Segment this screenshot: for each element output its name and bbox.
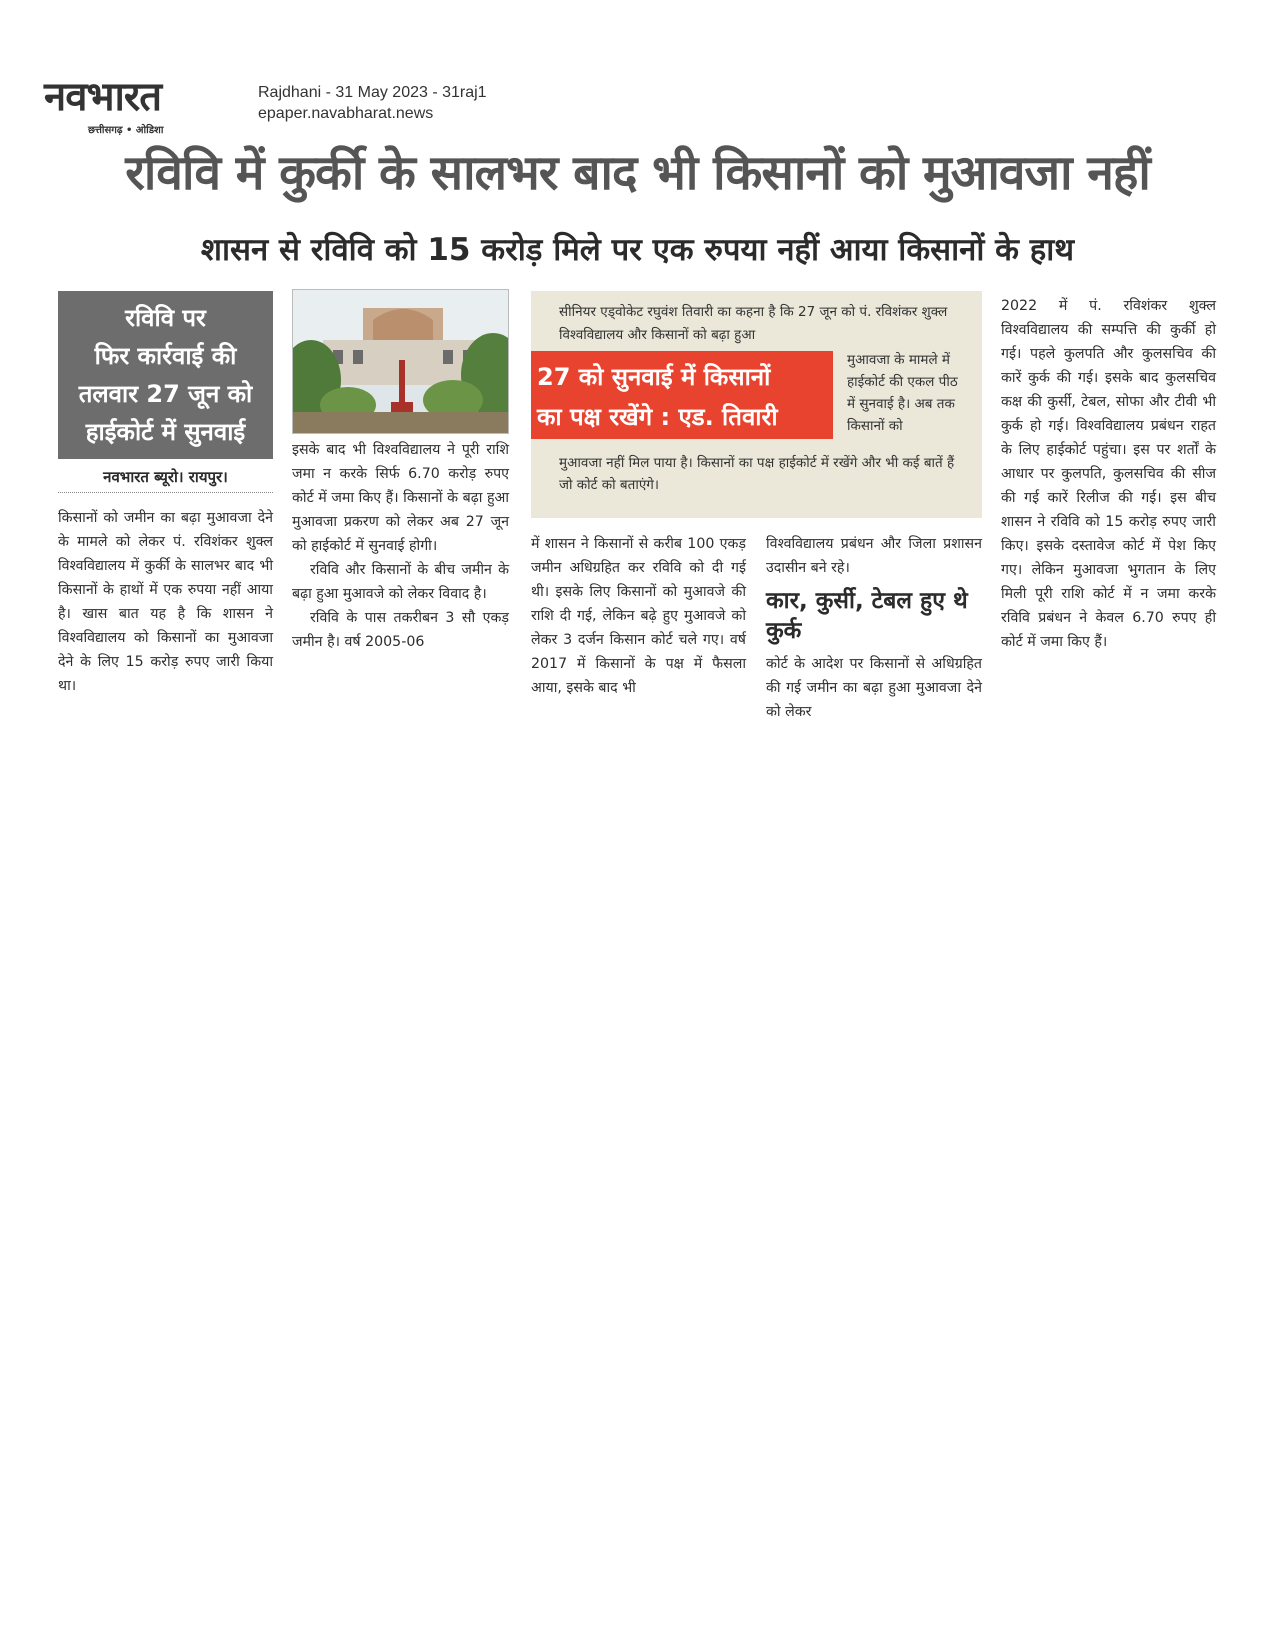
quote-box <box>531 291 982 518</box>
highlight-line: रविवि पर <box>125 304 206 332</box>
article-column-4 <box>766 532 982 724</box>
paragraph: 2022 में पं. रविशंकर शुक्ल विश्वविद्यालय की सम्पत्ति की कुर्की हो गई। पहले कुलपति और कुलसचिव की कारें कुर्क की गई। इसके बाद कुलसचिव कक्ष की कुर्सी, टेबल, सोफा और टीवी भी कुर्क हो गई। विश्वविद्यालय प्रबंधन राहत के लिए हाईकोर्ट पहुंचा। इस पर शर्तों के आधार पर कुलपति, कुलसचिव की सीज की गई कारें रिलीज की गई। इस बीच शासन ने रविवि को 15 करोड़ रुपए जारी किए। इसके दस्तावेज कोर्ट में पेश किए गए। लेकिन मुआवजा भुगतान के लिए मिली पूरी राशि कोर्ट में न जमा करके रविवि प्रबंधन ने केवल 6.70 रुपए ही कोर्ट में जमा किए हैं। <box>1001 298 1216 650</box>
quote-bottom-text: मुआवजा नहीं मिल पाया है। किसानों का पक्ष हाईकोर्ट में रखेंगे और भी कई बातें हैं जो कोर्ट को बताएंगे। <box>559 455 955 493</box>
highlight-line: तलवार 27 जून को <box>78 380 253 408</box>
masthead <box>44 74 244 136</box>
quote-headline-line: का पक्ष रखेंगे : एड. तिवारी <box>537 403 778 431</box>
paragraph: रविवि के पास तकरीबन 3 सौ एकड़ जमीन है। वर्ष 2005-06 <box>292 610 509 650</box>
edition-line: Rajdhani - 31 May 2023 - 31raj1 <box>258 84 487 101</box>
highlight-line: हाईकोर्ट में सुनवाई <box>85 418 246 446</box>
logo-subtitle: छत्तीसगढ़ • ओडिशा <box>88 125 164 136</box>
highlight-line: फिर कार्रवाई की <box>94 342 237 370</box>
main-headline: रविवि में कुर्की के सालभर बाद भी किसानों को मुआवजा नहीं <box>125 145 1150 201</box>
paragraph: रविवि और किसानों के बीच जमीन के बढ़ा हुआ मुआवजे को लेकर विवाद है। <box>292 562 509 602</box>
paragraph: किसानों को जमीन का बढ़ा मुआवजा देने के मामले को लेकर पं. रविशंकर शुक्ल विश्वविद्यालय में कुर्की के सालभर बाद भी किसानों के हाथों में एक रुपया नहीं आया है। खास बात यह है कि शासन ने विश्वविद्यालय को किसानों का मुआवजा देने के लिए 15 करोड़ रुपए जारी किया था। <box>58 510 273 694</box>
article-column-3 <box>531 532 746 700</box>
edition-meta <box>258 82 487 124</box>
article-column-5 <box>1001 294 1216 654</box>
university-photo <box>292 289 509 434</box>
quote-top-text: सीनियर एड्वोकेट रघुवंश तिवारी का कहना है कि 27 जून को पं. रविशंकर शुक्ल विश्वविद्यालय और किसानों को बढ़ा हुआ <box>559 304 948 343</box>
paragraph: इसके बाद भी विश्वविद्यालय ने पूरी राशि जमा न करके सिर्फ 6.70 करोड़ रुपए कोर्ट में जमा किए हैं। किसानों के बढ़ा हुआ मुआवजा प्रकरण को लेकर अब 27 जून को हाईकोर्ट में सुनवाई होगी। <box>292 442 509 554</box>
quote-headline-box <box>531 351 833 439</box>
byline: नवभारत ब्यूरो। रायपुर। <box>58 463 273 493</box>
paragraph: में शासन ने किसानों से करीब 100 एकड़ जमीन अधिग्रहित कर रविवि को दी गई थी। इसके लिए किसानों को मुआवजे की राशि दी गई, लेकिन बढ़े हुए मुआवजे को लेकर 3 दर्जन किसान कोर्ट चले गए। वर्ष 2017 में किसानों के पक्ष में फैसला आया, इसके बाद भी <box>531 536 746 696</box>
paragraph: विश्वविद्यालय प्रबंधन और जिला प्रशासन उदासीन बने रहे। <box>766 536 982 576</box>
website-link[interactable]: epaper.navabharat.news <box>258 105 434 122</box>
university-building-image <box>293 290 509 434</box>
article-column-1 <box>58 506 273 698</box>
article-column-2 <box>292 438 509 654</box>
sidebar-highlight-box <box>58 291 273 459</box>
newspaper-logo: नवभारत <box>44 74 162 120</box>
section-subheading: कार, कुर्सी, टेबल हुए थे कुर्क <box>766 588 968 644</box>
quote-headline-line: 27 को सुनवाई में किसानों <box>537 363 771 391</box>
sub-headline: शासन से रविवि को 15 करोड़ मिले पर एक रुपया नहीं आया किसानों के हाथ <box>200 232 1075 268</box>
paragraph: कोर्ट के आदेश पर किसानों से अधिग्रहित की गई जमीन का बढ़ा हुआ मुआवजा देने को लेकर <box>766 656 982 720</box>
quote-side-text: मुआवजा के मामले में हाईकोर्ट की एकल पीठ में सुनवाई है। अब तक किसानों को <box>847 352 958 434</box>
